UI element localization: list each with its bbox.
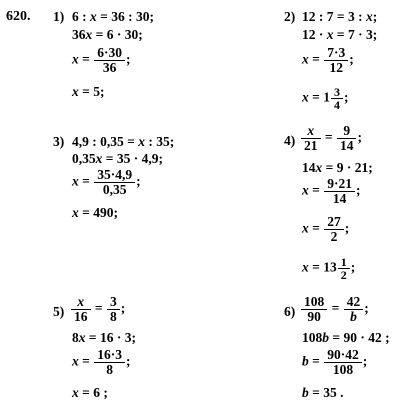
equation-line: 12 · x = 7 · 3; xyxy=(302,27,378,42)
equation-line: 12 : 7 = 3 : x; xyxy=(302,9,378,24)
fraction: $\frac{35\cdot 4,9}{0,35}$ xyxy=(94,168,135,197)
equation-line: x = $\frac{27}{2}$ ; xyxy=(302,214,350,244)
equation-line: x = 490; xyxy=(72,205,118,220)
fraction: $\frac{27}{2}$ xyxy=(324,215,344,244)
equation-line: b = 35 . xyxy=(302,385,344,400)
equation-line: x = $\frac{6\cdot 30}{36}$ ; xyxy=(72,45,131,75)
equation-line: x = 6 ; xyxy=(72,385,108,400)
exercise-number: 620. xyxy=(6,9,31,24)
equation-line: x = $\frac{16\cdot 3}{8}$ ; xyxy=(72,347,131,377)
equation-line: $\frac{x}{21}$ = $\frac{9}{14}$ ; xyxy=(300,124,362,153)
fraction: $\frac{7\cdot 3}{12}$ xyxy=(324,46,348,75)
equation-line: x = 1 $\frac{3}{4}$ ; xyxy=(302,85,349,112)
equation-line: b = $\frac{90\cdot 42}{108}$ ; xyxy=(302,347,368,377)
equation-line: x = 5; xyxy=(72,84,105,99)
fraction: $\frac{9}{14}$ xyxy=(337,124,357,153)
fraction: $\frac{90\cdot 42}{108}$ xyxy=(324,348,362,377)
problem-label: 3) xyxy=(53,134,65,149)
equation-line: x = $\frac{7\cdot 3}{12}$ ; xyxy=(302,45,354,75)
equation-line: x = 13 $\frac{1}{2}$ ; xyxy=(302,255,356,282)
equation-line: 108b = 90 · 42 ; xyxy=(302,330,390,345)
equation-line: 36x = 6 · 30; xyxy=(72,27,143,42)
fraction: $\frac{1}{2}$ xyxy=(338,256,350,281)
equation-line: 6 : x = 36 : 30; xyxy=(72,9,154,24)
problem-label: 4) xyxy=(284,133,296,148)
fraction: $\frac{3}{8}$ xyxy=(107,295,120,324)
fraction: $\frac{3}{4}$ xyxy=(331,86,343,111)
equation-line: 4,9 : 0,35 = x : 35; xyxy=(72,134,175,149)
equation-line: x = $\frac{35\cdot 4,9}{0,35}$ ; xyxy=(72,167,141,197)
fraction: $\frac{108}{90}$ xyxy=(301,295,327,324)
equation-line: x = $\frac{9\cdot 21}{14}$ ; xyxy=(302,176,361,206)
fraction: $\frac{16\cdot 3}{8}$ xyxy=(94,348,125,377)
problem-label: 1) xyxy=(53,9,65,24)
fraction: $\frac{6\cdot 30}{36}$ xyxy=(94,46,125,75)
problem-label: 6) xyxy=(284,304,296,319)
fraction: $\frac{9\cdot 21}{14}$ xyxy=(324,177,355,206)
fraction: $\frac{42}{b}$ xyxy=(344,295,364,324)
fraction: $\frac{x}{16}$ xyxy=(71,295,91,324)
problem-label: 5) xyxy=(53,304,65,319)
equation-line: 0,35x = 35 · 4,9; xyxy=(72,151,163,166)
equation-line: $\frac{x}{16}$ = $\frac{3}{8}$ ; xyxy=(70,295,125,324)
fraction: $\frac{x}{21}$ xyxy=(301,124,321,153)
problem-label: 2) xyxy=(284,9,296,24)
equation-line: 8x = 16 · 3; xyxy=(72,330,136,345)
equation-line: 14x = 9 · 21; xyxy=(302,160,373,175)
equation-line: $\frac{108}{90}$ = $\frac{42}{b}$ ; xyxy=(300,295,369,324)
